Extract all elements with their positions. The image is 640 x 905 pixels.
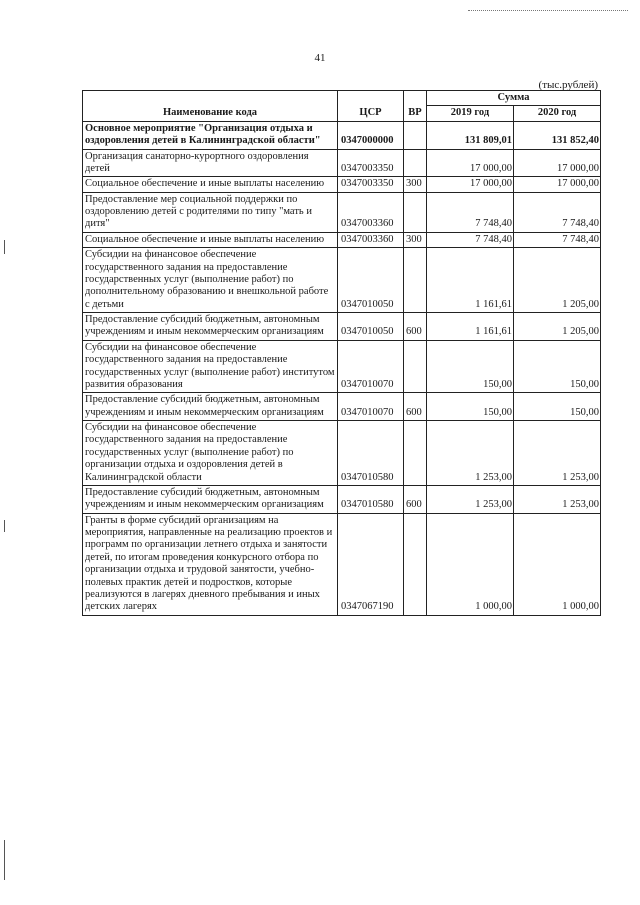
cell-2020: 131 852,40 bbox=[514, 121, 601, 149]
cell-vr: 300 bbox=[404, 177, 427, 192]
scan-edge-mark bbox=[4, 840, 5, 880]
cell-2020: 1 253,00 bbox=[514, 485, 601, 513]
cell-name: Организация санаторно-курортного оздоровления детей bbox=[83, 149, 338, 177]
cell-vr bbox=[404, 248, 427, 313]
cell-2020: 150,00 bbox=[514, 393, 601, 421]
cell-name: Предоставление субсидий бюджетным, автономным учреждениям и иным некоммерческим организациям bbox=[83, 485, 338, 513]
table-row bbox=[83, 313, 601, 341]
cell-csr: 0347000000 bbox=[338, 121, 404, 149]
cell-name: Предоставление субсидий бюджетным, автономным учреждениям и иным некоммерческим организациям bbox=[83, 313, 338, 341]
cell-vr bbox=[404, 121, 427, 149]
cell-vr bbox=[404, 149, 427, 177]
cell-2019: 1 253,00 bbox=[427, 485, 514, 513]
cell-vr: 600 bbox=[404, 313, 427, 341]
cell-csr: 0347003360 bbox=[338, 232, 404, 247]
table-row bbox=[83, 192, 601, 232]
cell-name: Гранты в форме субсидий организациям на мероприятия, направленные на реализацию проектов и программ по организации летнего отдыха и занятости детей, по итогам проведения конкурсного отбора по организации отдыха и трудовой занятости, учебно-полевых практик детей и подростков, которые реализуются в лагерях дневного пребывания и иных детских лагерях bbox=[83, 513, 338, 615]
table-row bbox=[83, 421, 601, 486]
cell-name: Предоставление мер социальной поддержки по оздоровлению детей с родителями по типу "мать и дитя" bbox=[83, 192, 338, 232]
header-sum: Сумма bbox=[427, 91, 601, 106]
cell-csr: 0347067190 bbox=[338, 513, 404, 615]
cell-2019: 17 000,00 bbox=[427, 149, 514, 177]
cell-vr bbox=[404, 192, 427, 232]
header-csr: ЦСР bbox=[338, 91, 404, 122]
cell-2020: 17 000,00 bbox=[514, 149, 601, 177]
cell-csr: 0347010580 bbox=[338, 485, 404, 513]
table-row bbox=[83, 149, 601, 177]
cell-name: Субсидии на финансовое обеспечение государственного задания на предоставление государственных услуг (выполнение работ) по дополнительному образованию и внешкольной работе с детьми bbox=[83, 248, 338, 313]
cell-csr: 0347010070 bbox=[338, 340, 404, 393]
cell-vr bbox=[404, 513, 427, 615]
cell-2019: 131 809,01 bbox=[427, 121, 514, 149]
cell-name: Субсидии на финансовое обеспечение государственного задания на предоставление государственных услуг (выполнение работ) институтом развития образования bbox=[83, 340, 338, 393]
cell-csr: 0347010050 bbox=[338, 313, 404, 341]
cell-2020: 1 000,00 bbox=[514, 513, 601, 615]
cell-csr: 0347010070 bbox=[338, 393, 404, 421]
cell-2019: 1 253,00 bbox=[427, 421, 514, 486]
cell-2020: 1 205,00 bbox=[514, 313, 601, 341]
cell-csr: 0347010050 bbox=[338, 248, 404, 313]
cell-2019: 1 161,61 bbox=[427, 313, 514, 341]
header-2019: 2019 год bbox=[427, 106, 514, 121]
cell-2020: 7 748,40 bbox=[514, 232, 601, 247]
cell-2019: 17 000,00 bbox=[427, 177, 514, 192]
cell-2019: 150,00 bbox=[427, 340, 514, 393]
cell-name: Субсидии на финансовое обеспечение государственного задания на предоставление государственных услуг (выполнение работ) по организации отдыха и оздоровления детей в Калининградской области bbox=[83, 421, 338, 486]
table-row bbox=[83, 340, 601, 393]
cell-2020: 1 205,00 bbox=[514, 248, 601, 313]
cell-csr: 0347003350 bbox=[338, 149, 404, 177]
cell-vr bbox=[404, 340, 427, 393]
cell-2019: 7 748,40 bbox=[427, 192, 514, 232]
table-row bbox=[83, 121, 601, 149]
scan-edge-mark bbox=[4, 520, 5, 532]
cell-vr: 300 bbox=[404, 232, 427, 247]
cell-2019: 1 161,61 bbox=[427, 248, 514, 313]
header-2020: 2020 год bbox=[514, 106, 601, 121]
cell-2020: 150,00 bbox=[514, 340, 601, 393]
cell-name: Социальное обеспечение и иные выплаты населению bbox=[83, 232, 338, 247]
cell-vr bbox=[404, 421, 427, 486]
cell-csr: 0347010580 bbox=[338, 421, 404, 486]
cell-name: Социальное обеспечение и иные выплаты населению bbox=[83, 177, 338, 192]
table-body bbox=[83, 121, 601, 615]
table-row bbox=[83, 177, 601, 192]
cell-2019: 150,00 bbox=[427, 393, 514, 421]
header-name: Наименование кода bbox=[83, 91, 338, 122]
page-number: 41 bbox=[314, 52, 326, 64]
cell-2020: 17 000,00 bbox=[514, 177, 601, 192]
cell-2019: 7 748,40 bbox=[427, 232, 514, 247]
table-row bbox=[83, 393, 601, 421]
units-label: (тыс.рублей) bbox=[538, 79, 598, 91]
budget-table bbox=[82, 90, 601, 616]
table-row bbox=[83, 485, 601, 513]
header-vr: ВР bbox=[404, 91, 427, 122]
scan-artifact-line bbox=[468, 10, 628, 12]
cell-csr: 0347003360 bbox=[338, 192, 404, 232]
table-row bbox=[83, 232, 601, 247]
cell-csr: 0347003350 bbox=[338, 177, 404, 192]
cell-2020: 1 253,00 bbox=[514, 421, 601, 486]
cell-2019: 1 000,00 bbox=[427, 513, 514, 615]
table-row bbox=[83, 513, 601, 615]
cell-vr: 600 bbox=[404, 393, 427, 421]
cell-2020: 7 748,40 bbox=[514, 192, 601, 232]
table-row bbox=[83, 248, 601, 313]
scan-edge-mark bbox=[4, 240, 5, 254]
cell-name: Основное мероприятие "Организация отдыха и оздоровления детей в Калининградской области" bbox=[83, 121, 338, 149]
cell-vr: 600 bbox=[404, 485, 427, 513]
cell-name: Предоставление субсидий бюджетным, автономным учреждениям и иным некоммерческим организациям bbox=[83, 393, 338, 421]
